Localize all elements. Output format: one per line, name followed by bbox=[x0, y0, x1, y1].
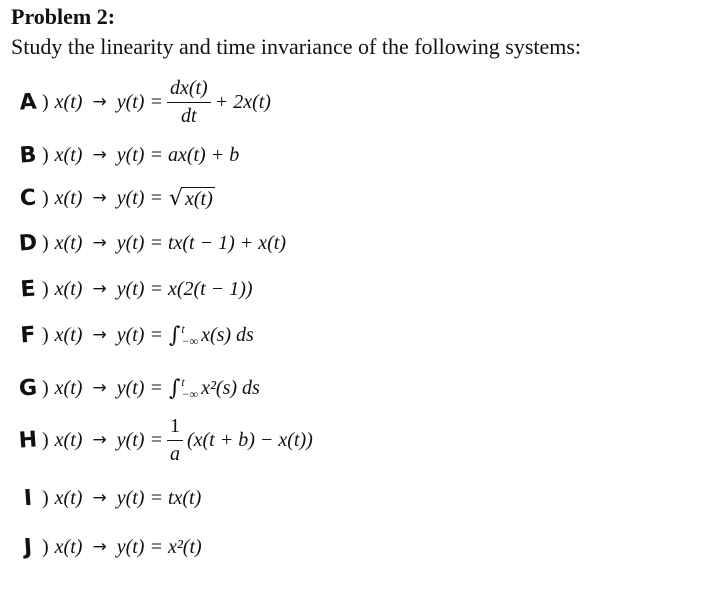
system-row-i bbox=[14, 478, 201, 518]
output-expression: y(t) = tx(t − 1) + x(t) bbox=[116, 231, 286, 254]
derivative-fraction bbox=[167, 77, 211, 128]
problem-instruction: Study the linearity and time invariance of the following systems: bbox=[11, 34, 582, 59]
sqrt-icon: √ bbox=[168, 185, 183, 211]
right-arrow-icon: → bbox=[92, 92, 107, 112]
output-expression: y(t) = ax(t) + b bbox=[116, 143, 240, 166]
label-paren: ) bbox=[42, 231, 49, 254]
fraction-denominator: a bbox=[169, 442, 180, 465]
fraction-numerator: 1 bbox=[167, 415, 183, 441]
input-signal: x(t) bbox=[54, 428, 83, 451]
input-signal: x(t) bbox=[54, 143, 83, 166]
handwritten-label-c: C bbox=[19, 184, 37, 212]
system-row-d bbox=[14, 223, 286, 263]
problem-title: Problem 2: bbox=[11, 4, 116, 29]
integral-limits bbox=[181, 323, 198, 347]
handwritten-label-e: E bbox=[19, 276, 37, 302]
integral-icon: ∫ bbox=[168, 375, 181, 401]
system-row-f bbox=[14, 315, 254, 355]
input-signal: x(t) bbox=[54, 186, 83, 209]
integrand: x²(s) ds bbox=[201, 376, 260, 399]
right-arrow-icon: → bbox=[92, 325, 107, 345]
integrand: x(s) ds bbox=[201, 323, 254, 346]
handwritten-label-b: B bbox=[18, 141, 38, 169]
label-paren: ) bbox=[42, 486, 49, 509]
expression-rest: + 2x(t) bbox=[214, 90, 271, 113]
system-row-g bbox=[14, 368, 260, 408]
right-arrow-icon: → bbox=[92, 188, 107, 208]
fraction-numerator: dx(t) bbox=[167, 77, 211, 103]
output-lhs: y(t) = bbox=[116, 428, 163, 451]
system-row-b bbox=[14, 135, 239, 175]
label-paren: ) bbox=[42, 376, 49, 399]
right-arrow-icon: → bbox=[92, 233, 107, 253]
input-signal: x(t) bbox=[54, 376, 83, 399]
handwritten-label-f: F bbox=[19, 322, 37, 348]
right-arrow-icon: → bbox=[92, 279, 107, 299]
input-signal: x(t) bbox=[54, 323, 83, 346]
right-arrow-icon: → bbox=[92, 430, 107, 450]
integral-lower-limit: −∞ bbox=[181, 387, 199, 401]
output-lhs: y(t) = bbox=[116, 376, 163, 399]
reciprocal-fraction bbox=[167, 415, 183, 466]
integral-upper-limit: t bbox=[181, 375, 185, 389]
system-row-h bbox=[14, 414, 313, 465]
label-paren: ) bbox=[42, 90, 49, 113]
integral-limits bbox=[181, 376, 198, 400]
handwritten-label-j: J bbox=[23, 534, 33, 560]
integral-upper-limit: t bbox=[181, 322, 185, 336]
input-signal: x(t) bbox=[54, 535, 83, 558]
input-signal: x(t) bbox=[54, 486, 83, 509]
integral-lower-limit: −∞ bbox=[181, 334, 199, 348]
handwritten-label-a: A bbox=[18, 88, 38, 116]
output-lhs: y(t) = bbox=[116, 90, 163, 113]
handwritten-label-d: D bbox=[18, 229, 38, 257]
handwritten-label-h: H bbox=[17, 426, 39, 454]
output-expression: y(t) = tx(t) bbox=[116, 486, 202, 509]
sqrt-argument: x(t) bbox=[184, 187, 213, 210]
system-row-e bbox=[14, 269, 253, 309]
input-signal: x(t) bbox=[54, 231, 83, 254]
input-signal: x(t) bbox=[54, 90, 83, 113]
label-paren: ) bbox=[42, 277, 49, 300]
square-root bbox=[169, 186, 215, 211]
integral-icon: ∫ bbox=[168, 322, 181, 348]
output-lhs: y(t) = bbox=[116, 186, 163, 209]
expression-rest: (x(t + b) − x(t)) bbox=[186, 428, 313, 451]
system-row-a bbox=[14, 76, 271, 127]
input-signal: x(t) bbox=[54, 277, 83, 300]
output-expression: y(t) = x(2(t − 1)) bbox=[116, 277, 253, 300]
label-paren: ) bbox=[42, 143, 49, 166]
system-row-j bbox=[14, 527, 202, 567]
right-arrow-icon: → bbox=[92, 378, 107, 398]
label-paren: ) bbox=[42, 535, 49, 558]
handwritten-label-g: G bbox=[18, 374, 38, 402]
label-paren: ) bbox=[42, 428, 49, 451]
handwritten-label-i: I bbox=[23, 485, 33, 511]
label-paren: ) bbox=[42, 186, 49, 209]
right-arrow-icon: → bbox=[92, 145, 107, 165]
system-row-c bbox=[14, 178, 215, 218]
fraction-denominator: dt bbox=[181, 104, 197, 127]
output-lhs: y(t) = bbox=[116, 323, 163, 346]
right-arrow-icon: → bbox=[92, 488, 107, 508]
right-arrow-icon: → bbox=[92, 537, 107, 557]
output-expression: y(t) = x²(t) bbox=[116, 535, 202, 558]
label-paren: ) bbox=[42, 323, 49, 346]
